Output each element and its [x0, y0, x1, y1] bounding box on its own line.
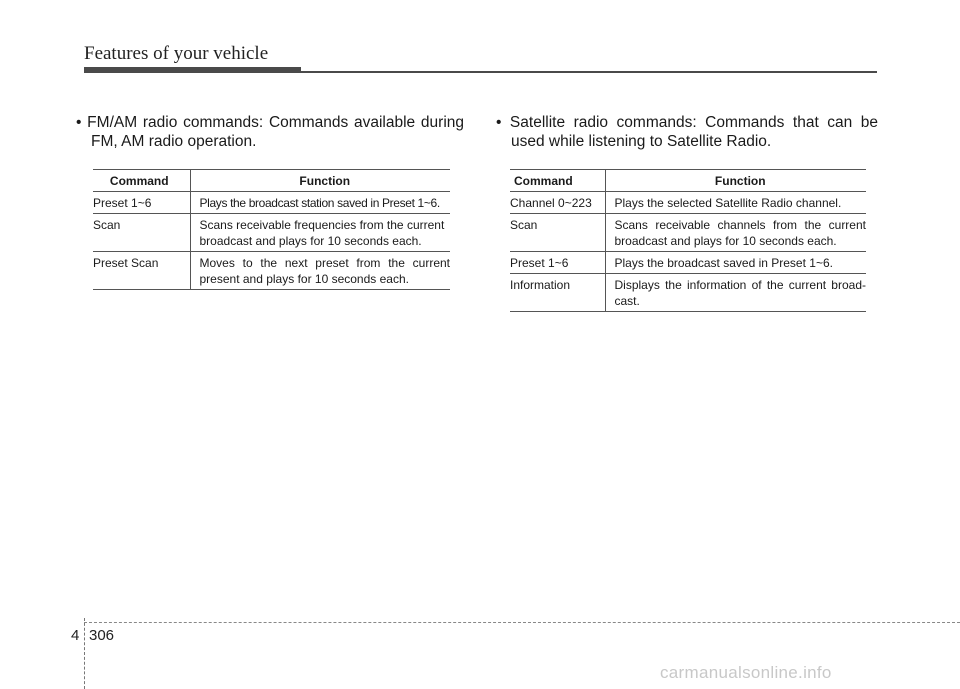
command-cell: Preset 1~6: [510, 252, 605, 274]
function-text: Displays the information of the current broad-: [614, 278, 866, 292]
function-cell: [605, 192, 866, 214]
function-text: Plays the selected Satellite Radio channel.: [614, 196, 842, 210]
table-row: [510, 252, 866, 274]
column-header-command: Command: [93, 170, 190, 192]
satellite-commands-table: [510, 169, 866, 312]
function-text: Moves to the next preset from the current: [199, 256, 450, 270]
page-header-title: Features of your vehicle: [84, 43, 269, 64]
function-text: broadcast and plays for 10 seconds each.: [199, 234, 422, 248]
function-cell: [605, 252, 866, 274]
function-text: present and plays for 10 seconds each.: [199, 272, 409, 286]
function-text: Scans receivable frequencies from the current: [199, 218, 445, 232]
table-row: [93, 214, 450, 252]
command-cell: Preset Scan: [93, 252, 190, 290]
command-cell: Information: [510, 274, 605, 312]
column-header-function: Function: [605, 170, 866, 192]
satellite-commands-intro: [496, 113, 878, 151]
header-accent-bar: [84, 67, 301, 73]
function-text: Scans receivable channels from the current: [614, 218, 866, 232]
column-header-function: Function: [190, 170, 450, 192]
function-cell: [605, 274, 866, 312]
table-header-row: [510, 170, 866, 192]
fm-am-intro-line-2: FM, AM radio operation.: [91, 133, 257, 150]
fm-am-commands-table: [93, 169, 450, 290]
function-cell: [190, 192, 450, 214]
fm-am-intro-line-1: • FM/AM radio commands: Commands available during: [76, 114, 464, 131]
command-cell: Scan: [93, 214, 190, 252]
footer-divider-horizontal: [84, 622, 960, 623]
column-header-command: Command: [510, 170, 605, 192]
function-text: Plays the broadcast station saved in Preset 1~6.: [199, 196, 440, 210]
satellite-intro-line-1: • Satellite radio commands: Commands that can be: [496, 114, 878, 131]
table-row: [510, 274, 866, 312]
satellite-intro-line-2: used while listening to Satellite Radio.: [511, 133, 772, 150]
function-text: Plays the broadcast saved in Preset 1~6.: [614, 256, 833, 270]
function-text: cast.: [614, 294, 640, 308]
footer-divider-vertical: [84, 618, 85, 689]
page-number: 306: [89, 627, 115, 644]
command-cell: Scan: [510, 214, 605, 252]
header-rule: [301, 71, 877, 73]
function-cell: [190, 252, 450, 290]
function-text: broadcast and plays for 10 seconds each.: [614, 234, 837, 248]
table-row: [93, 192, 450, 214]
table-header-row: [93, 170, 450, 192]
function-cell: [605, 214, 866, 252]
command-cell: Preset 1~6: [93, 192, 190, 214]
watermark-text: carmanualsonline.info: [660, 663, 832, 682]
function-cell: [190, 214, 450, 252]
table-row: [510, 192, 866, 214]
chapter-number: 4: [71, 627, 80, 644]
table-row: [93, 252, 450, 290]
command-cell: Channel 0~223: [510, 192, 605, 214]
fm-am-commands-intro: [76, 113, 464, 151]
table-row: [510, 214, 866, 252]
